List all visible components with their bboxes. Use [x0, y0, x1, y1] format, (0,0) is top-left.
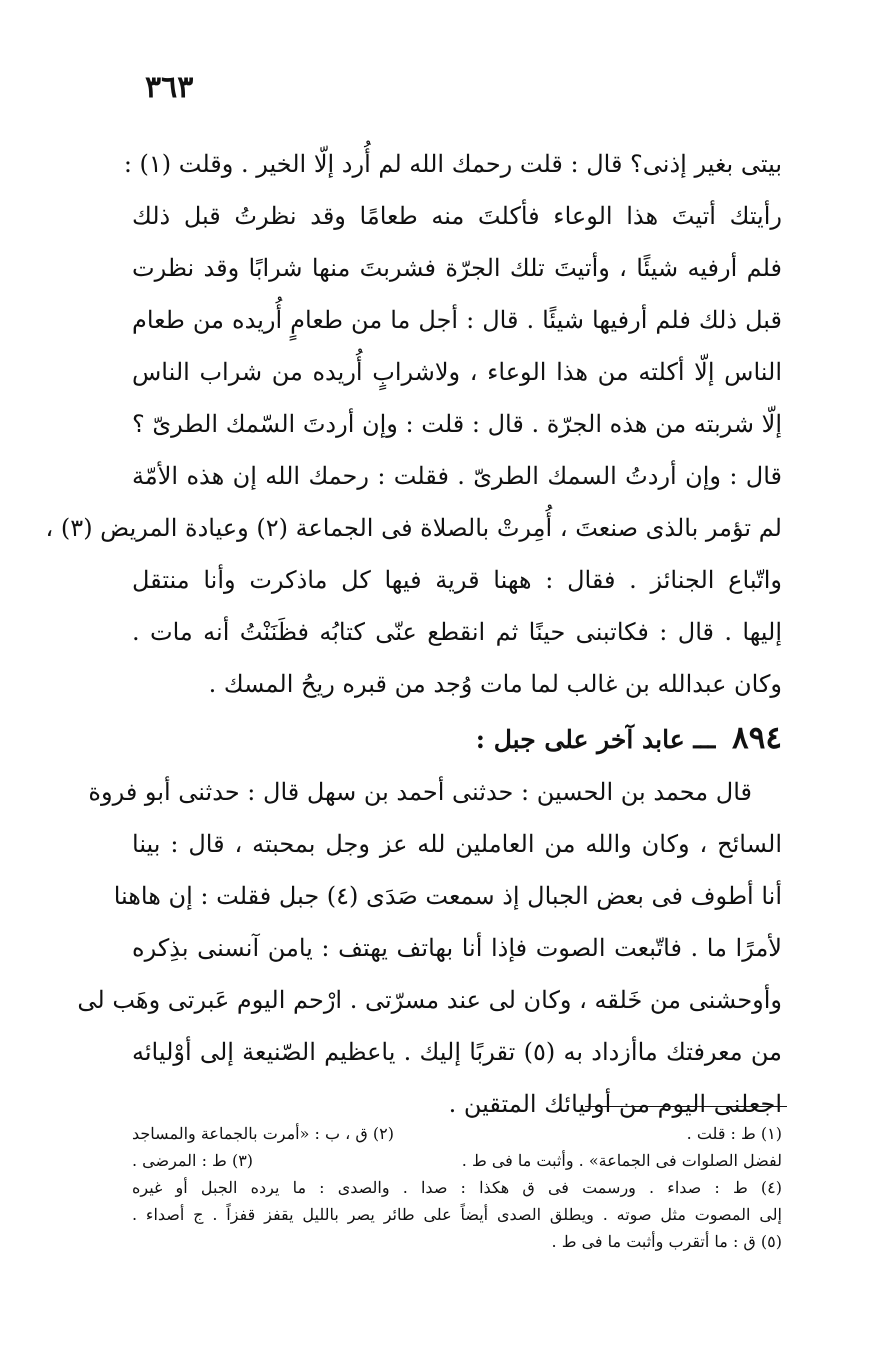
footnotes: [132, 1120, 782, 1255]
text-line: فلم أرفيه شيئًا ، وأتيتَ تلك الجرّة فشربتَ منها شرابًا وقد نظرت: [132, 254, 782, 282]
footnote-line: [132, 1120, 782, 1147]
footnote-1: (١) ط : قلت .: [686, 1124, 782, 1143]
text-line: قبل ذلك فلم أرفيها شيئًا . قال : أجل ما من طعامٍ أُريده من طعام: [132, 306, 782, 334]
text-line: أنا أطوف فى بعض الجبال إذ سمعت صَدَى (٤) جبل فقلت : إن هاهنا: [113, 882, 782, 910]
text-line: قال : وإن أردتُ السمك الطرىّ . فقلت : رحمك الله إن هذه الأمّة: [132, 462, 782, 490]
text-line: وكان عبدالله بن غالب لما مات وُجد من قبره ريحُ المسك .: [208, 670, 782, 698]
section-title: عابد آخر على جبل :: [475, 725, 685, 754]
text-line: لأمرًا ما . فاتّبعت الصوت فإذا أنا بهاتف يهتف : يامن آنسنى بذِكره: [132, 934, 782, 962]
footnote-3: (٣) ط : المرضى .: [132, 1151, 254, 1170]
footnote-5: (٥) ق : ما أتقرب وأثبت ما فى ط .: [551, 1232, 782, 1251]
text-line: السائح ، وكان والله من العاملين لله عز وجل بمحبته ، قال : بينا: [132, 830, 782, 858]
footnote-4: (٤) ط : صداء . ورسمت فى ق هكذا : صدا . والصدى : ما يرده الجبل أو غيره: [132, 1178, 782, 1197]
footnote-2: (٢) ق ، ب : «أمرت بالجماعة والمساجد: [132, 1124, 394, 1143]
text-line: قال محمد بن الحسين : حدثنى أحمد بن سهل قال : حدثنى أبو فروة: [88, 778, 752, 806]
footnote-4-cont: إلى المصوت مثل صوته . ويطلق الصدى أيضاً على طائر يصر بالليل يقفز قفزاً . ج أصداء .: [132, 1205, 782, 1224]
text-line: الناس إلّا أكلته من هذا الوعاء ، ولاشرابٍ أُريده من شراب الناس: [132, 358, 782, 386]
text-line: إلّا شربته من هذه الجرّة . قال : قلت : وإن أردتَ السّمك الطرىّ ؟: [132, 410, 782, 438]
text-line: اجعلنى اليوم من أوليائك المتقين .: [448, 1090, 782, 1118]
footnote-2-cont: لفضل الصلوات فى الجماعة» . وأثبت ما فى ط .: [461, 1151, 782, 1170]
page-number: ٣٦٣: [145, 70, 194, 105]
text-line: بيتى بغير إذنى؟ قال : قلت رحمك الله لم أُرد إلّا الخير . وقلت (١) :: [123, 150, 782, 178]
text-line: إليها . قال : فكاتبنى حينًا ثم انقطع عنّى كتابُه فظَنَنْتُ أنه مات .: [132, 618, 782, 646]
text-line: واتّباع الجنائز . فقال : ههنا قرية فيها كل ماذكرت وأنا منتقل: [132, 566, 782, 594]
section-dash: ـــ: [693, 725, 716, 754]
text-line: رأيتك أتيتَ هذا الوعاء فأكلتَ منه طعامًا وقد نظرتُ قبل ذلك: [132, 202, 782, 230]
footnote-divider: [585, 1106, 787, 1107]
text-line: لم تؤمر بالذى صنعتَ ، أُمِرتْ بالصلاة فى الجماعة (٢) وعيادة المريض (٣) ،: [45, 514, 782, 542]
section-heading: [132, 710, 782, 766]
text-line: وأوحشنى من خَلقه ، وكان لى عند مسرّتى . ارْحم اليوم عَبرتى وهَب لى: [77, 986, 782, 1014]
text-line: من معرفتك ماأزداد به (٥) تقربًا إليك . ياعظيم الصّنيعة إلى أوْليائه: [132, 1038, 782, 1066]
main-text: [45, 138, 782, 1130]
footnote-line: [132, 1147, 782, 1174]
section-number: ٨٩٤: [732, 720, 782, 756]
